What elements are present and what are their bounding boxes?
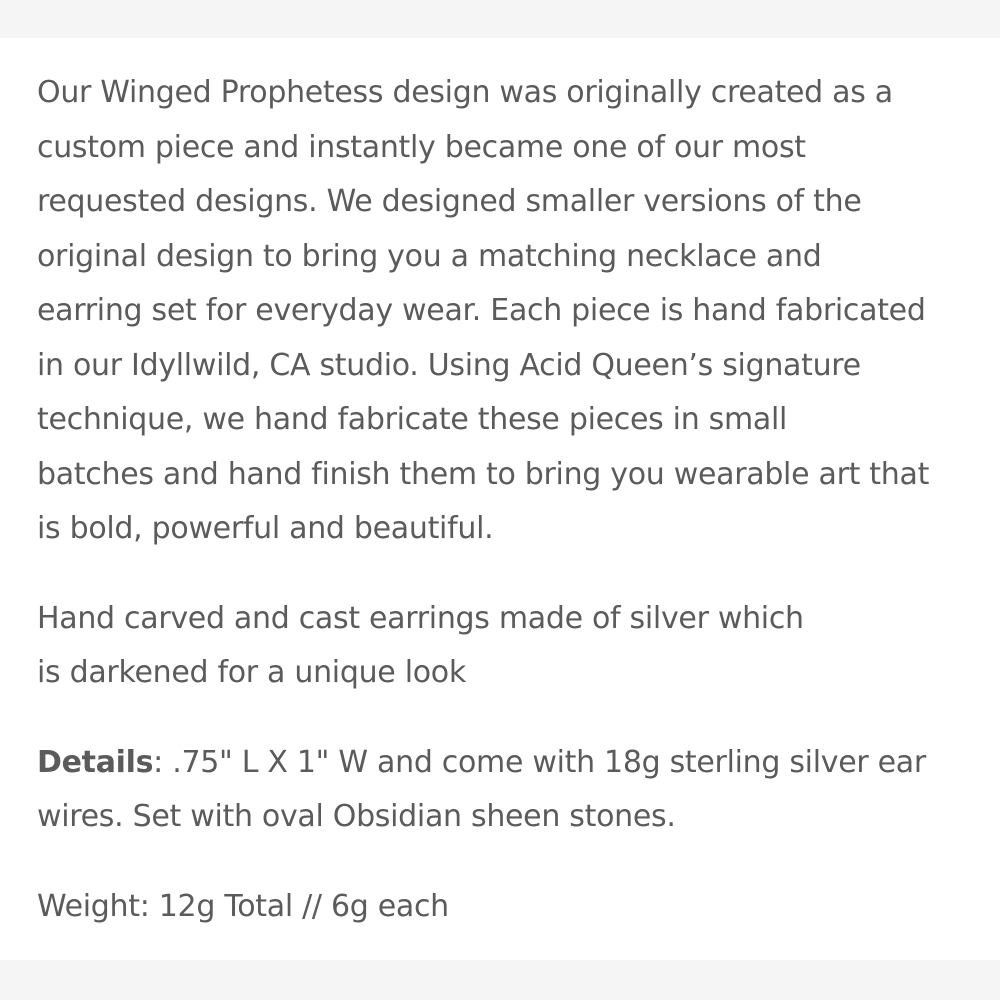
weight-text: Weight: 12g Total // 6g each xyxy=(37,888,449,924)
details-dimensions: : .75" L X 1" W and come with 18g sterling silver ear xyxy=(153,744,926,780)
details-line: wires. Set with oval Obsidian sheen stones. xyxy=(37,799,676,834)
intro-line: batches and hand finish them to bring you wearable art that xyxy=(37,456,930,492)
details-label: Details xyxy=(37,744,154,780)
intro-line: earring set for everyday wear. Each piece is hand fabricated xyxy=(37,293,926,328)
intro-line: in our Idyllwild, CA studio. Using Acid Queen’s signature xyxy=(37,347,861,383)
material-line: is darkened for a unique look xyxy=(37,655,466,690)
weight-paragraph xyxy=(37,880,977,935)
intro-line: custom piece and instantly became one of our most xyxy=(37,129,806,165)
details-line xyxy=(37,736,977,791)
intro-line: requested designs. We designed smaller versions of the xyxy=(37,184,862,219)
details-paragraph xyxy=(37,736,977,845)
material-paragraph xyxy=(37,592,977,701)
top-background-band xyxy=(0,0,1000,38)
material-line: Hand carved and cast earrings made of silver which xyxy=(37,600,804,636)
intro-line: technique, we hand fabricate these pieces in small xyxy=(37,402,788,437)
intro-line: original design to bring you a matching necklace and xyxy=(37,238,822,274)
intro-line: is bold, powerful and beautiful. xyxy=(37,511,494,546)
product-description xyxy=(37,66,977,969)
intro-line: Our Winged Prophetess design was originally created as a xyxy=(37,75,893,110)
intro-paragraph xyxy=(37,66,977,557)
